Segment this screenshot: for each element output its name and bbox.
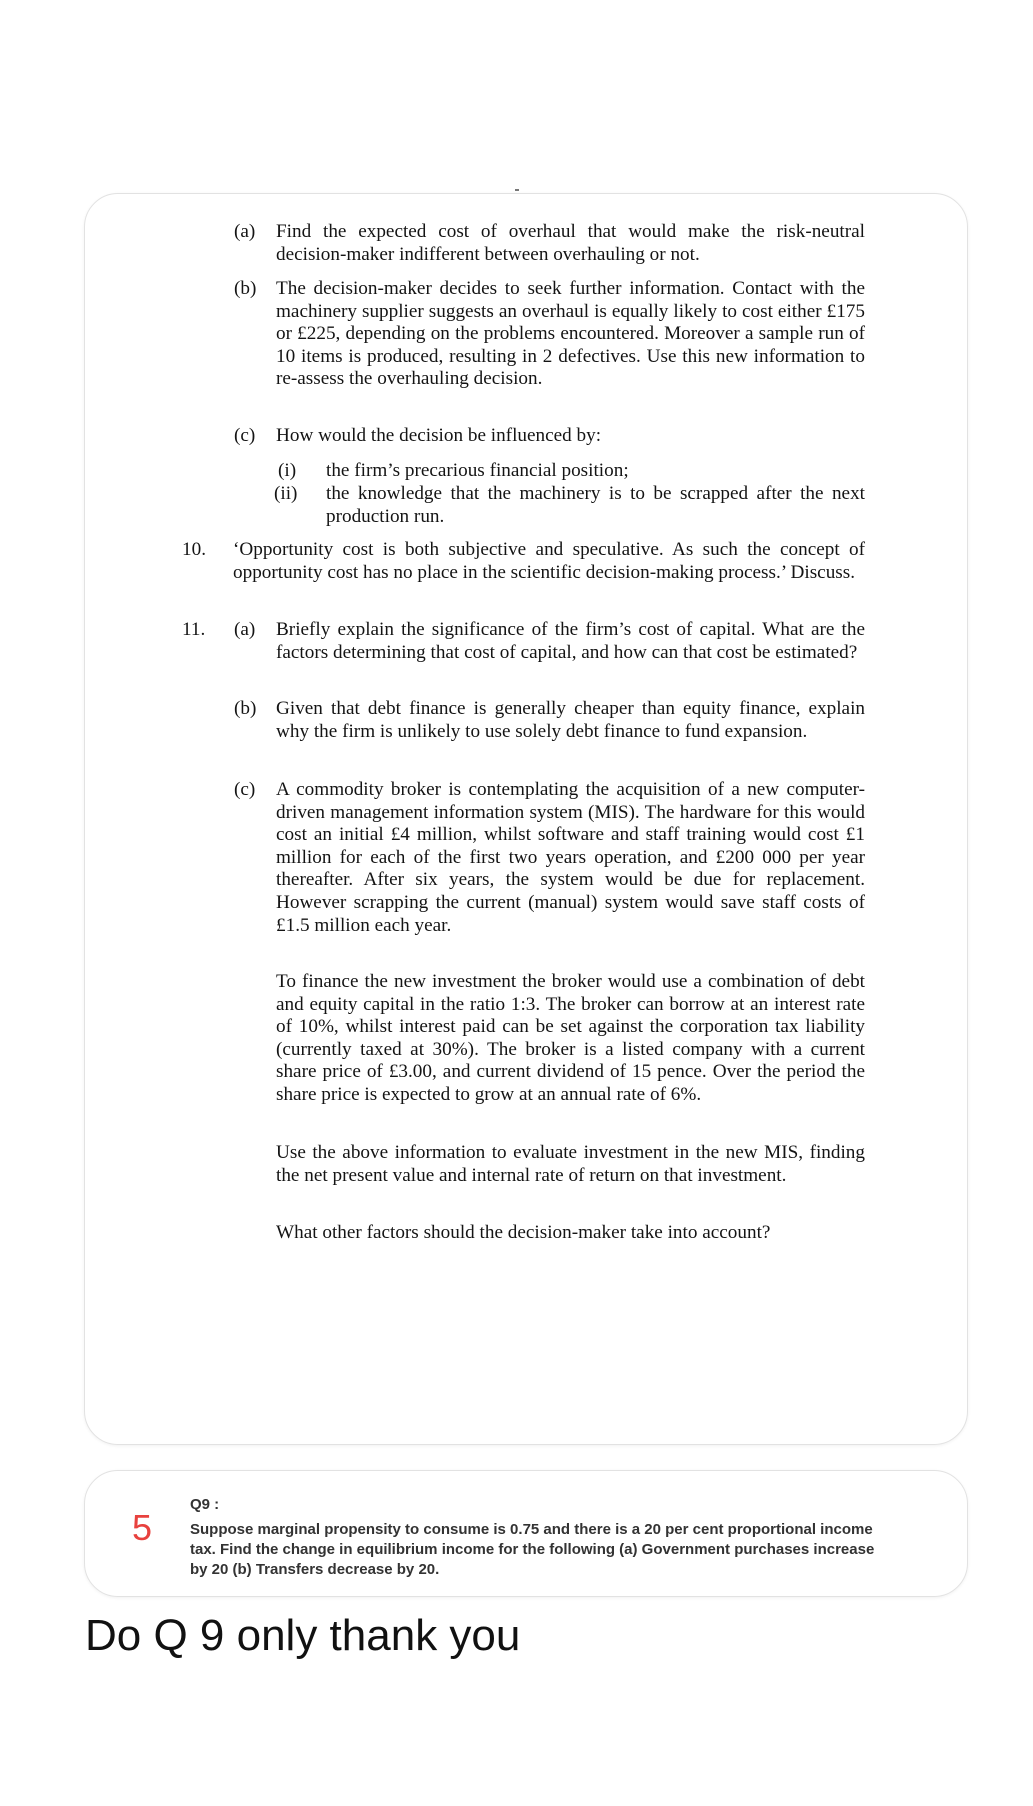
q11-number: 11. <box>182 619 206 640</box>
q11a-text: Briefly explain the significance of the firm’s cost of capital. What are the factors determining that cost of capital, and how can that cost be estimated? <box>276 619 865 663</box>
q11c-para-1: A commodity broker is contemplating the acquisition of a new computer-driven management information system (MIS). The hardware for this would cost an initial £4 million, whilst software and staff training would cost £1 million for each of the first two years operation, and £200 000 per year thereafter. After six years, the system would be due for replacement. However scrapping the current (manual) system would save staff costs of £1.5 million each year. <box>276 779 865 936</box>
q8c-ii-text: the knowledge that the machinery is to be scrapped after the next production run. <box>326 483 865 527</box>
q8c-ii-label: (ii) <box>274 483 298 504</box>
q8c-text: How would the decision be influenced by: <box>276 425 602 446</box>
q11c-para-3: Use the above information to evaluate investment in the new MIS, finding the net present value and internal rate of return on that investment. <box>276 1142 865 1186</box>
q8b-text: The decision-maker decides to seek further information. Contact with the machinery supplier suggests an overhaul is equally likely to cost either £175 or £225, depending on the problems encountered. Moreover a sample run of 10 items is produced, resulting in 2 defectives. Use this new information to re-assess the overhauling decision. <box>276 278 865 390</box>
q11c-label: (c) <box>234 779 256 800</box>
q11c-para-2: To finance the new investment the broker would use a combination of debt and equity capital in the ratio 1:3. The broker can borrow at an interest rate of 10%, whilst interest paid can be set against the corporation tax liability (currently taxed at 30%). The broker is a listed company with a current share price of £3.00, and current dividend of 15 pence. Over the period the share price is expected to grow at an annual rate of 6%. <box>276 971 865 1105</box>
q9-heading: Q9 : <box>190 1496 220 1513</box>
q11b-text: Given that debt finance is generally cheaper than equity finance, explain why the firm is unlikely to use solely debt finance to fund expansion. <box>276 698 865 742</box>
q8c-label: (c) <box>234 425 256 446</box>
q8b-label: (b) <box>234 278 257 299</box>
q9-index-number: 5 <box>132 1507 153 1548</box>
q10-text: ‘Opportunity cost is both subjective and speculative. As such the concept of opportunity cost has no place in the scientific decision-making process.’ Discuss. <box>233 539 865 583</box>
q8a-text: Find the expected cost of overhaul that would make the risk-neutral decision-maker indifferent between overhauling or not. <box>276 221 865 265</box>
q11b-label: (b) <box>234 698 257 719</box>
request-caption: Do Q 9 only thank you <box>85 1611 521 1660</box>
q8c-i-text: the firm’s precarious financial position; <box>326 460 629 481</box>
q11c-para-4: What other factors should the decision-maker take into account? <box>276 1222 771 1243</box>
q10-number: 10. <box>182 539 206 560</box>
q8c-i-label: (i) <box>278 460 297 481</box>
q9-question-text: Suppose marginal propensity to consume is 0.75 and there is a 20 per cent proportional income tax. Find the change in equilibrium income for the following (a) Government purchases increase by 20 (b) Transfers decrease by 20. <box>190 1521 875 1578</box>
q8a-label: (a) <box>234 221 256 242</box>
page-mark <box>515 189 519 191</box>
q11a-label: (a) <box>234 619 256 640</box>
